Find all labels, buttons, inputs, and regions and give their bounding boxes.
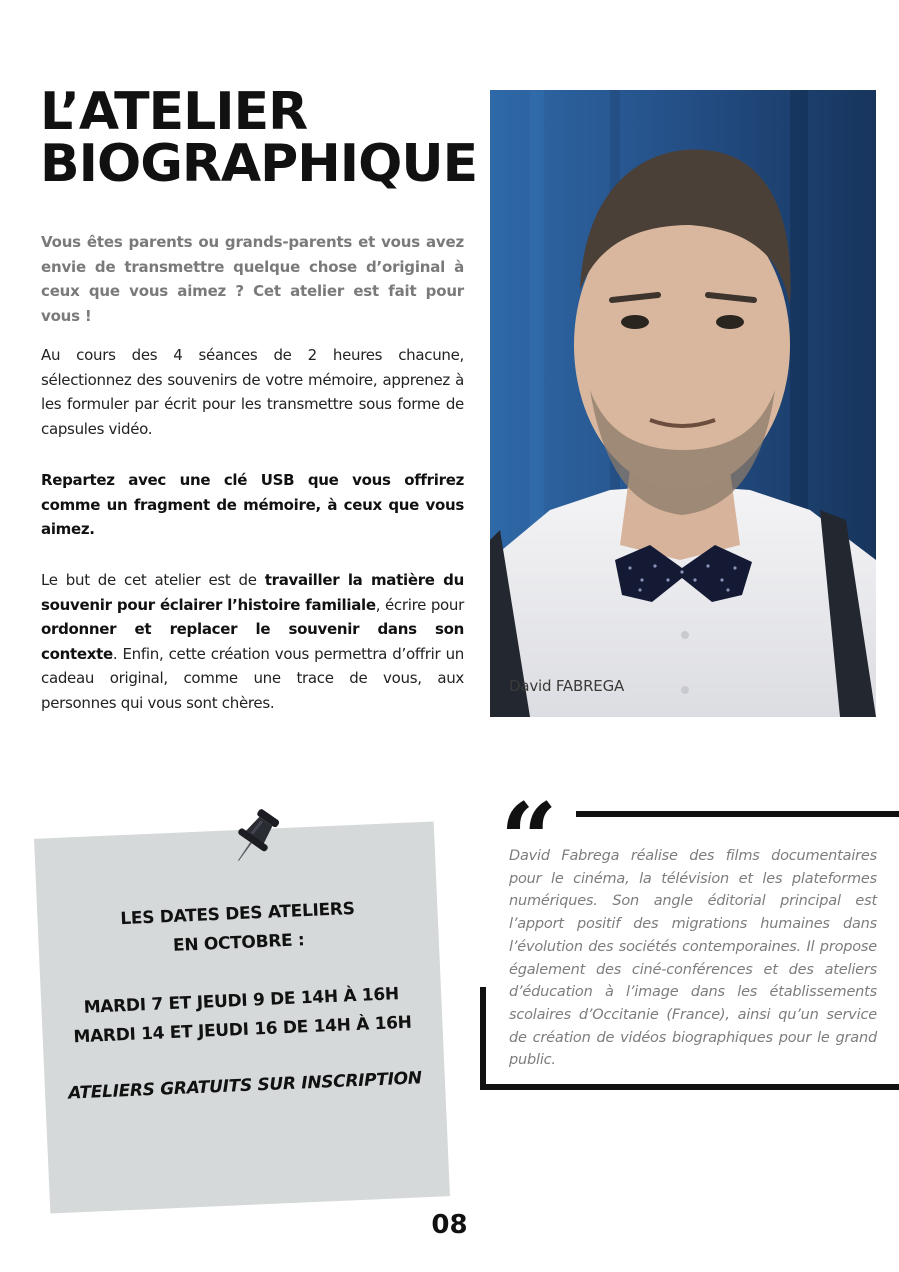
lead-paragraph: Vous êtes parents ou grands-parents et vous avez envie de transmettre quelque chose d’original à ceux que vous aimez ? Cet atelier est fait pour vous ! bbox=[41, 233, 464, 325]
purpose-text-3: . Enfin, cette création vous permettra d’offrir un cadeau original, comme une trace de vous, aux personnes qui vous sont chères. bbox=[41, 644, 464, 712]
title-line-1: L’ATELIER bbox=[40, 82, 308, 142]
quote-rule-left bbox=[480, 987, 486, 1090]
quote-rule-top bbox=[576, 811, 899, 817]
dates-heading-line-2: EN OCTOBRE : bbox=[172, 930, 305, 956]
body-paragraph-usb: Repartez avec une clé USB que vous offrirez comme un fragment de mémoire, à ceux que vous aimez. bbox=[41, 471, 464, 539]
page-title bbox=[40, 82, 480, 194]
pushpin-icon bbox=[222, 804, 288, 874]
title-line-2: BIOGRAPHIQUE bbox=[40, 134, 478, 194]
purpose-text-1: Le but de cet atelier est de bbox=[41, 571, 265, 589]
dates-heading-line-1: LES DATES DES ATELIERS bbox=[119, 898, 355, 930]
portrait-illustration bbox=[490, 90, 876, 717]
body-paragraph-purpose bbox=[41, 568, 464, 716]
portrait-photo bbox=[490, 90, 876, 717]
purpose-bold-1: travailler la matière du souvenir pour éclairer l’histoire familiale bbox=[41, 571, 464, 614]
workshop-dates bbox=[37, 891, 443, 1053]
date-session-1: MARDI 7 ET JEUDI 9 DE 14H À 16H bbox=[83, 984, 400, 1018]
dates-sticky-note bbox=[34, 821, 450, 1213]
body-paragraph-sessions: Au cours des 4 séances de 2 heures chacune, sélectionnez des souvenirs de votre mémoire, apprenez à les formuler par écrit pour les transmettre sous forme de capsules vidéo. bbox=[41, 346, 464, 438]
quote-rule-bottom bbox=[480, 1084, 899, 1090]
date-session-2: MARDI 14 ET JEUDI 16 DE 14H À 16H bbox=[73, 1012, 413, 1048]
biography-quote: David Fabrega réalise des films documentaires pour le cinéma, la télévision et les plateformes numériques. Son angle éditorial principal est l’apport positif des migrations humaines dans l’évolution des sociétés contemporaines. Il propose également des ciné-conférences et des ateliers d’éducation à l’image dans les établissements scolaires d’Occitanie (France), ainsi qu’un service de création de vidéos biographiques pour le grand public. bbox=[509, 848, 877, 1069]
page-number: 08 bbox=[431, 1210, 468, 1240]
quotation-mark-icon: “ bbox=[500, 781, 558, 899]
purpose-bold-2: ordonner et replacer le souvenir dans son contexte bbox=[41, 620, 464, 663]
free-registration-note: ATELIERS GRATUITS SUR INSCRIPTION bbox=[67, 1068, 423, 1104]
purpose-text-2: , écrire pour bbox=[375, 595, 465, 614]
photo-caption: David FABREGA bbox=[509, 677, 625, 695]
